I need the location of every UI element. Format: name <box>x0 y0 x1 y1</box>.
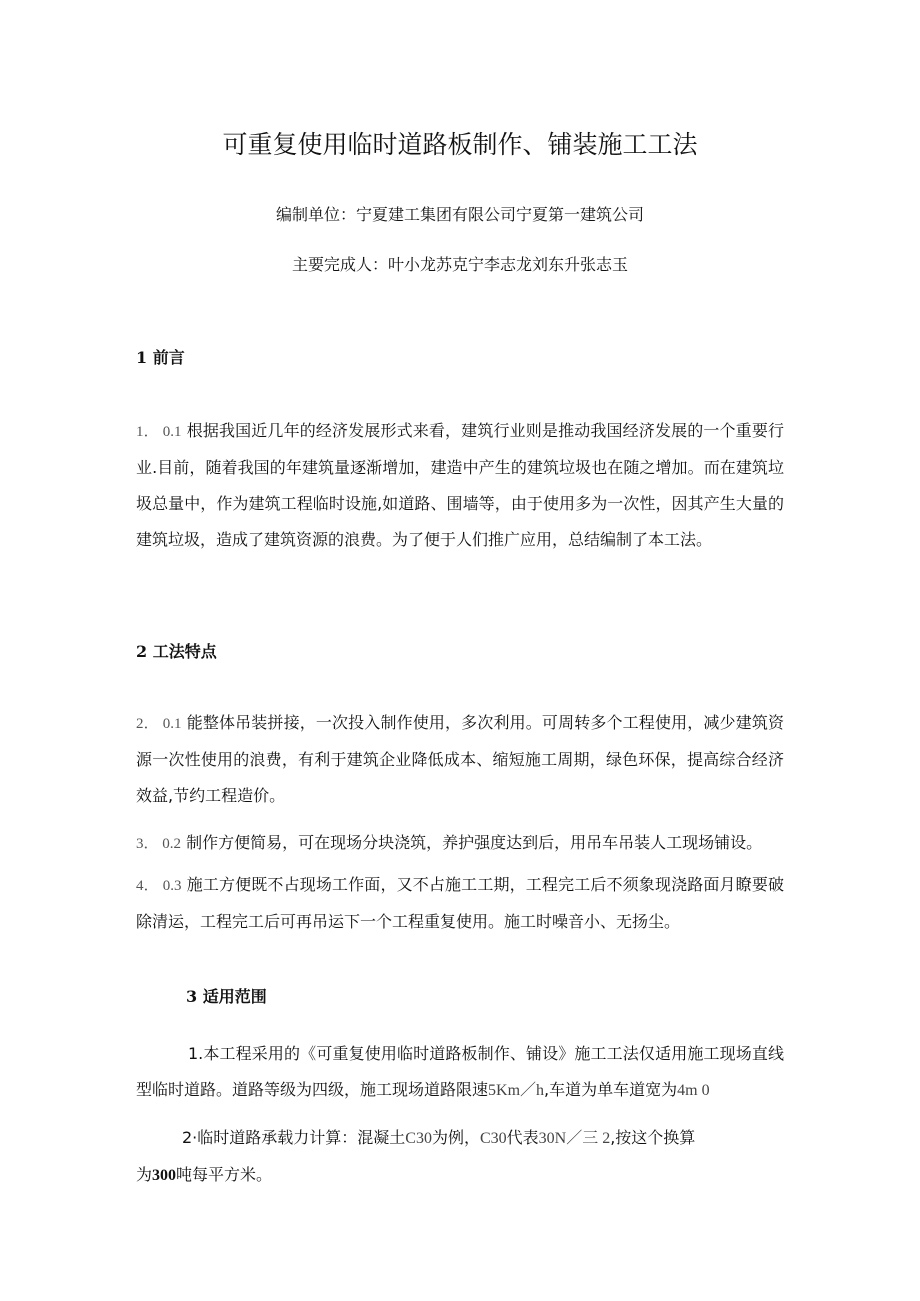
main-authors: 主要完成人：叶小龙苏克宁李志龙刘东升张志玉 <box>291 255 628 274</box>
paragraph-feature-1 <box>136 705 784 814</box>
scope-text: ,车道为单车道宽为 <box>544 1080 678 1099</box>
clause-text: 制作方便简易，可在现场分块浇筑，养护强度达到后，用吊车吊装人工现场铺设。 <box>186 833 763 852</box>
section-heading-features: 2 工法特点 <box>136 642 217 661</box>
scope-text: 1.本工程采用的《可重复使用临时道路板制作、铺设》施工工法仅适用施工现场直线型临时道路。道路等级为四级，施工现场道路限速 <box>136 1044 784 1099</box>
strength-value: 30N／三 2 <box>538 1130 611 1147</box>
section-heading-scope: 3 适用范围 <box>186 987 267 1006</box>
lane-width: 4m 0 <box>677 1082 710 1099</box>
clause-number: 1． 0.1 <box>136 424 182 440</box>
document-title: 可重复使用临时道路板制作、铺装施工工法 <box>222 130 698 159</box>
clause-text: 能整体吊装拼接，一次投入制作使用，多次利用。可周转多个工程使用，减少建筑资源一次性使用的浪费，有利于建筑企业降低成本、缩短施工周期，绿色环保，提高综合经济效益,节约工程造价。 <box>136 713 784 805</box>
concrete-grade: C30 <box>479 1130 507 1147</box>
paragraph-scope-2 <box>136 1120 784 1194</box>
clause-text: 施工方便既不占现场工作面，又不占施工工期，工程完工后不须象现浇路面月瞭要破除清运，工程完工后可再吊运下一个工程重复使用。施工时噪音小、无扬尘。 <box>136 875 784 931</box>
scope-text: 为例， <box>431 1128 480 1147</box>
scope-text: 吨每平方米。 <box>176 1165 273 1184</box>
compiler-unit: 编制单位：宁夏建工集团有限公司宁夏第一建筑公司 <box>275 205 644 224</box>
capacity-value: 300 <box>152 1167 177 1184</box>
scope-text: 2·临时道路承载力计算：混凝土 <box>182 1128 406 1147</box>
clause-text: 根据我国近几年的经济发展形式来看，建筑行业则是推动我国经济发展的一个重要行业.目前，随着我国的年建筑量逐渐增加，建造中产生的建筑垃圾也在随之增加。而在建筑垃圾总量中，作为建筑工程临时设施,如道路、围墙等，由于使用多为一次性，因其产生大量的建筑垃圾，造成了建筑资源的浪费。为了便于人们推广应用，总结编制了本工法。 <box>136 421 784 549</box>
paragraph-feature-2 <box>136 825 784 862</box>
clause-number: 4． 0.3 <box>136 878 182 894</box>
paragraph-scope-1 <box>136 1036 784 1109</box>
scope-text: ,按这个换算 <box>610 1128 696 1147</box>
concrete-grade: C30 <box>405 1130 432 1147</box>
clause-number: 3． 0.2 <box>136 836 182 852</box>
paragraph-feature-3 <box>136 867 784 940</box>
clause-number: 2． 0.1 <box>136 716 182 732</box>
section-heading-preface: 1 前言 <box>136 348 185 367</box>
speed-limit: 5Km／h <box>488 1082 545 1099</box>
paragraph-preface <box>136 413 784 558</box>
scope-text: 为 <box>136 1165 153 1184</box>
scope-text: 代表 <box>506 1128 539 1147</box>
